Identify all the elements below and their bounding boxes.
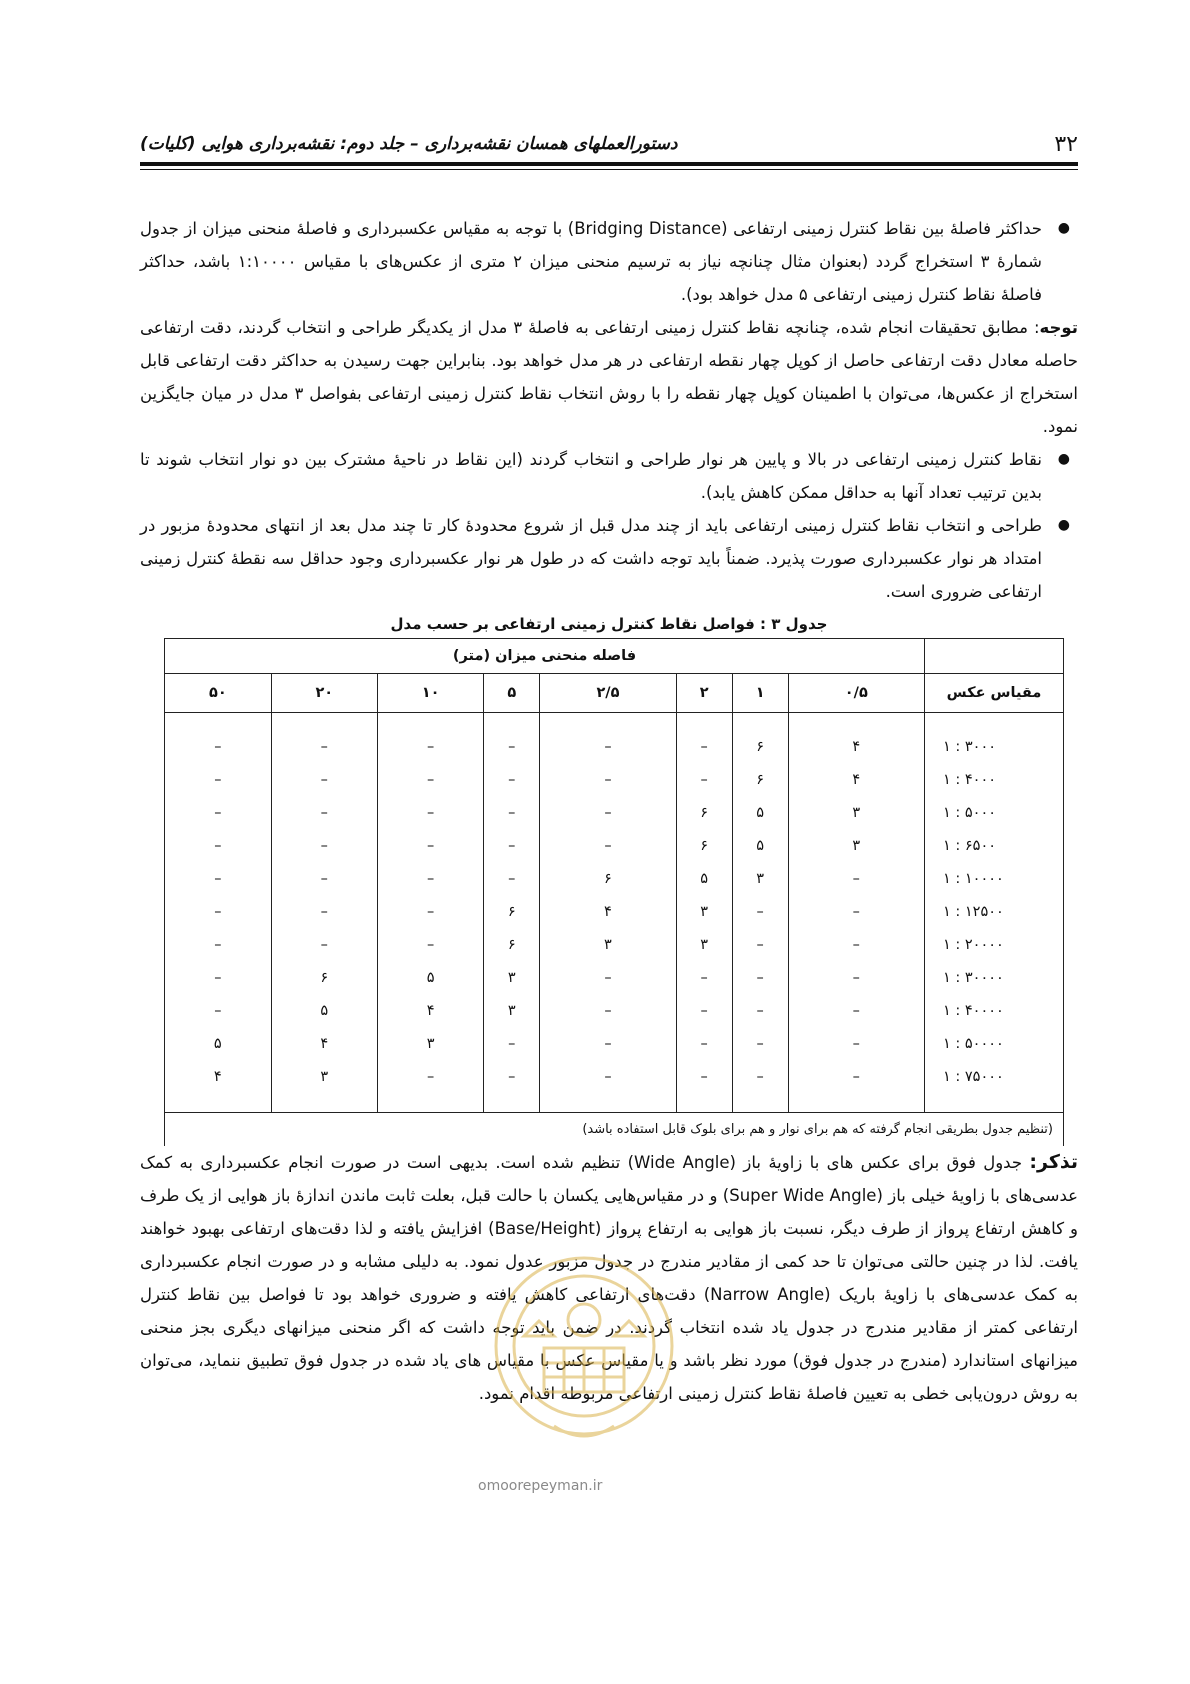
table-value-cell: – bbox=[271, 863, 377, 896]
table-value-cell: – bbox=[165, 896, 272, 929]
bullet-paragraph bbox=[140, 443, 1078, 509]
table-spacer-cell bbox=[271, 1094, 377, 1113]
table-value-cell: ۵ bbox=[732, 830, 788, 863]
table-value-cell: ۶ bbox=[676, 830, 732, 863]
bullet-text: حداکثر فاصلهٔ بین نقاط کنترل زمینی ارتفاعی (Bridging Distance) با توجه به مقیاس عکسبرداری و فاصلهٔ منحنی میزان از جدول شمارهٔ ۳ استخراج گردد (بعنوان مثال چنانچه نیاز به ترسیم منحنی میزان ۲ متری از عکس‌های با مقیاس ۱:۱۰۰۰۰ باشد، حداکثر فاصلهٔ نقاط کنترل زمینی ارتفاعی ۵ مدل خواهد بود). bbox=[140, 219, 1043, 304]
table-value-cell: ۳ bbox=[484, 962, 540, 995]
table-spacer-cell bbox=[732, 713, 788, 732]
table-value-cell: ۳ bbox=[788, 797, 924, 830]
table-value-cell: – bbox=[788, 995, 924, 1028]
table-value-cell: ۴ bbox=[271, 1028, 377, 1061]
table-value-cell: – bbox=[732, 962, 788, 995]
table-body bbox=[165, 713, 1064, 1147]
table-value-cell: – bbox=[540, 962, 676, 995]
table-interval-header: ۲۰ bbox=[271, 674, 377, 713]
table-value-cell: – bbox=[540, 764, 676, 797]
table-value-cell: ۳ bbox=[271, 1061, 377, 1094]
table-value-cell: ۵ bbox=[271, 995, 377, 1028]
table-interval-header: ۱ bbox=[732, 674, 788, 713]
table-value-cell: – bbox=[271, 731, 377, 764]
table-spacer-cell bbox=[484, 1094, 540, 1113]
table-value-cell: ۵ bbox=[732, 797, 788, 830]
table-value-cell: – bbox=[165, 797, 272, 830]
table-value-cell: – bbox=[676, 731, 732, 764]
table-scale-cell: ۱ : ۳۰۰۰ bbox=[925, 731, 1064, 764]
table-scale-cell: ۱ : ۱۲۵۰۰ bbox=[925, 896, 1064, 929]
table-spacer-cell bbox=[165, 1094, 272, 1113]
table-value-cell: – bbox=[271, 929, 377, 962]
table-scale-cell: ۱ : ۳۰۰۰۰ bbox=[925, 962, 1064, 995]
note-paragraph bbox=[140, 311, 1078, 443]
table-value-cell: ۳ bbox=[732, 863, 788, 896]
table-value-cell: ۴ bbox=[788, 764, 924, 797]
table-value-cell: – bbox=[732, 896, 788, 929]
table-value-cell: – bbox=[788, 929, 924, 962]
table-scale-cell: ۱ : ۴۰۰۰۰ bbox=[925, 995, 1064, 1028]
table-value-cell: – bbox=[377, 929, 483, 962]
bullet-paragraph bbox=[140, 509, 1078, 608]
table-row bbox=[165, 731, 1064, 764]
table-value-cell: ۳ bbox=[377, 1028, 483, 1061]
table-value-cell: – bbox=[540, 797, 676, 830]
table-interval-header: ۵ bbox=[484, 674, 540, 713]
table-value-cell: ۶ bbox=[732, 764, 788, 797]
table-value-cell: – bbox=[484, 1028, 540, 1061]
table-row bbox=[165, 929, 1064, 962]
table-value-cell: – bbox=[484, 797, 540, 830]
table-value-cell: – bbox=[732, 995, 788, 1028]
table-value-cell: ۴ bbox=[788, 731, 924, 764]
table-spacer-cell bbox=[925, 1094, 1064, 1113]
table-scale-cell: ۱ : ۶۵۰۰ bbox=[925, 830, 1064, 863]
running-title: دستورالعملهای همسان نقشه‌برداری – جلد دوم: نقشه‌برداری هوایی (کلیات) bbox=[140, 134, 678, 154]
table-spacer-cell bbox=[925, 713, 1064, 732]
table-value-cell: – bbox=[165, 929, 272, 962]
table-row bbox=[165, 1061, 1064, 1094]
page-number: ۳۲ bbox=[1054, 132, 1078, 157]
table-spacer-cell bbox=[377, 1094, 483, 1113]
table-value-cell: – bbox=[377, 863, 483, 896]
table-value-cell: – bbox=[271, 830, 377, 863]
table-value-cell: – bbox=[788, 863, 924, 896]
table-row bbox=[165, 764, 1064, 797]
table-value-cell: ۴ bbox=[165, 1061, 272, 1094]
table-value-cell: – bbox=[165, 995, 272, 1028]
table-value-cell: – bbox=[540, 830, 676, 863]
watermark-seal-icon bbox=[484, 1236, 684, 1466]
reminder-text: جدول فوق برای عکس های با زاویهٔ باز (Wide Angle) تنظیم شده است. بدیهی است در صورت انجام عکسبرداری به کمک عدسی‌های با زاویهٔ خیلی باز (Super Wide Angle) و در مقیاس‌هایی یکسان با حالت قبل، بعلت ثابت ماندن اندازهٔ باز هوایی از یک طرف و کاهش ارتفاع پرواز از طرف دیگر، نسبت باز هوایی به ارتفاع پرواز (Base/Height) افزایش یافته و لذا دقت‌های ارتفاعی بهبود خواهند یافت. لذا در چنین حالتی می‌توان تا حد کمی از مقادیر مندرج در جدول مزبور عدول نمود. به دلیلی مشابه و در صورت انجام عکسبرداری به کمک عدسی‌های با زاویهٔ باریک (Narrow Angle) دقت‌های ارتفاعی کاهش یافته و ضروری خواهد بود تا فواصل بین نقاط کنترل ارتفاعی کمتر از مقادیر مندرج در جدول یاد شده انتخاب گردند. در ضمن باید توجه داشت که اگر منحنی میزانهای دیگری بجز منحنی میزانهای استاندارد (مندرج در جدول فوق) مورد نظر باشد و یا مقیاس عکس با مقیاس های یاد شده در جدول فوق تطبیق ننماید، می‌توان به روش درون‌یابی خطی به تعیین فاصلهٔ نقاط کنترل زمینی ارتفاعی مربوطه اقدام نمود. bbox=[140, 1153, 1079, 1403]
table-value-cell: – bbox=[165, 830, 272, 863]
table-corner-cell bbox=[925, 639, 1064, 674]
table-row bbox=[165, 962, 1064, 995]
table-value-cell: – bbox=[377, 830, 483, 863]
table-value-cell: – bbox=[788, 962, 924, 995]
table-value-cell: ۳ bbox=[540, 929, 676, 962]
table-scale-cell: ۱ : ۲۰۰۰۰ bbox=[925, 929, 1064, 962]
table-interval-header: ۲/۵ bbox=[540, 674, 676, 713]
watermark-url: omoorepeyman.ir bbox=[478, 1478, 603, 1494]
page-header bbox=[140, 128, 1078, 164]
bullet-icon: ● bbox=[1057, 220, 1070, 236]
table-value-cell: – bbox=[732, 929, 788, 962]
header-rule-thick bbox=[140, 162, 1078, 166]
table-value-cell: ۳ bbox=[788, 830, 924, 863]
table-value-cell: ۶ bbox=[676, 797, 732, 830]
table-value-cell: – bbox=[484, 764, 540, 797]
table-value-cell: – bbox=[676, 764, 732, 797]
table-value-cell: – bbox=[788, 1028, 924, 1061]
bullet-icon: ● bbox=[1057, 517, 1070, 533]
table-spacer-cell bbox=[165, 713, 272, 732]
table-value-cell: ۶ bbox=[271, 962, 377, 995]
table-value-cell: ۶ bbox=[484, 929, 540, 962]
table-row bbox=[165, 830, 1064, 863]
table-scale-cell: ۱ : ۴۰۰۰ bbox=[925, 764, 1064, 797]
table-value-cell: ۶ bbox=[484, 896, 540, 929]
table-scale-cell: ۱ : ۱۰۰۰۰ bbox=[925, 863, 1064, 896]
table-spacer-cell bbox=[484, 713, 540, 732]
table-row bbox=[165, 995, 1064, 1028]
table-value-cell: – bbox=[788, 1061, 924, 1094]
table-value-cell: – bbox=[484, 830, 540, 863]
table-value-cell: – bbox=[484, 1061, 540, 1094]
table-value-cell: – bbox=[732, 1061, 788, 1094]
table-spacer-cell bbox=[676, 1094, 732, 1113]
table-value-cell: – bbox=[484, 863, 540, 896]
bullet-icon: ● bbox=[1057, 451, 1070, 467]
header-rule-thin bbox=[140, 169, 1078, 170]
table-value-cell: – bbox=[165, 764, 272, 797]
table-value-cell: – bbox=[732, 1028, 788, 1061]
control-point-table bbox=[164, 638, 1064, 1146]
table-spacer-cell bbox=[377, 713, 483, 732]
table-interval-header: ۵۰ bbox=[165, 674, 272, 713]
table-value-cell: – bbox=[377, 797, 483, 830]
table-spacer-cell bbox=[676, 713, 732, 732]
table-value-cell: – bbox=[540, 731, 676, 764]
table-caption: جدول ۳ : فواصل نقاط کنترل زمینی ارتفاعی بر حسب مدل bbox=[390, 615, 828, 633]
table-spacer-cell bbox=[540, 1094, 676, 1113]
table-scale-cell: ۱ : ۵۰۰۰۰ bbox=[925, 1028, 1064, 1061]
table-value-cell: ۳ bbox=[676, 896, 732, 929]
table-value-cell: – bbox=[788, 896, 924, 929]
table-value-cell: ۶ bbox=[540, 863, 676, 896]
table-footnote: (تنظیم جدول بطریقی انجام گرفته که هم برای نوار و هم برای بلوک قابل استفاده باشد) bbox=[165, 1113, 1064, 1147]
table-spacer-cell bbox=[788, 1094, 924, 1113]
table-value-cell: – bbox=[165, 863, 272, 896]
table-value-cell: – bbox=[271, 764, 377, 797]
table-row bbox=[165, 1028, 1064, 1061]
table-value-cell: ۵ bbox=[676, 863, 732, 896]
table-value-cell: – bbox=[377, 731, 483, 764]
table-interval-header: ۲ bbox=[676, 674, 732, 713]
table-row bbox=[165, 863, 1064, 896]
table-value-cell: – bbox=[540, 1028, 676, 1061]
table-value-cell: – bbox=[676, 1061, 732, 1094]
table-interval-header: ۰/۵ bbox=[788, 674, 924, 713]
table-value-cell: – bbox=[540, 995, 676, 1028]
table-group-header: فاصله منحنی میزان (متر) bbox=[165, 639, 925, 674]
table-value-cell: ۵ bbox=[165, 1028, 272, 1061]
table-value-cell: – bbox=[484, 731, 540, 764]
table-value-cell: – bbox=[377, 1061, 483, 1094]
table-value-cell: – bbox=[676, 962, 732, 995]
note-label: توجه bbox=[1039, 318, 1078, 337]
table-interval-header: ۱۰ bbox=[377, 674, 483, 713]
table-row bbox=[165, 797, 1064, 830]
table-row bbox=[165, 896, 1064, 929]
table-scale-cell: ۱ : ۷۵۰۰۰ bbox=[925, 1061, 1064, 1094]
table-value-cell: ۳ bbox=[484, 995, 540, 1028]
table-value-cell: – bbox=[377, 764, 483, 797]
table-value-cell: – bbox=[165, 962, 272, 995]
table-value-cell: ۴ bbox=[540, 896, 676, 929]
table-scale-header: مقیاس عکس bbox=[925, 674, 1064, 713]
table-value-cell: – bbox=[676, 995, 732, 1028]
table-value-cell: – bbox=[676, 1028, 732, 1061]
reminder-label: تذکر: bbox=[1029, 1151, 1078, 1173]
table-spacer-cell bbox=[732, 1094, 788, 1113]
table-spacer-cell bbox=[788, 713, 924, 732]
table-value-cell: ۴ bbox=[377, 995, 483, 1028]
bullet-text: نقاط کنترل زمینی ارتفاعی در بالا و پایین هر نوار طراحی و انتخاب گردند (این نقاط در ناحیهٔ مشترک بین دو نوار انتخاب شوند تا بدین ترتیب تعداد آنها به حداقل ممکن کاهش یابد). bbox=[140, 450, 1042, 502]
table-value-cell: ۵ bbox=[377, 962, 483, 995]
table-value-cell: – bbox=[377, 896, 483, 929]
table-value-cell: – bbox=[165, 731, 272, 764]
bullet-paragraph bbox=[140, 212, 1078, 311]
table-value-cell: ۳ bbox=[676, 929, 732, 962]
table-spacer-cell bbox=[271, 713, 377, 732]
note-text: : مطابق تحقیقات انجام شده، چنانچه نقاط کنترل زمینی ارتفاعی به فاصلهٔ ۳ مدل از یکدیگر طراحی و انتخاب گردند، دقت ارتفاعی حاصله معادل دقت ارتفاعی حاصل از کوپل چهار نقطه ارتفاعی در هر مدل خواهد بود. بنابراین جهت رسیدن به حداکثر دقت ارتفاعی قابل استخراج از عکس‌ها، می‌توان با اطمینان کوپل چهار نقطه را با روش انتخاب نقاط کنترل زمینی ارتفاعی بفواصل ۳ مدل در میان جایگزین نمود. bbox=[140, 318, 1079, 436]
table-spacer-cell bbox=[540, 713, 676, 732]
bullet-text: طراحی و انتخاب نقاط کنترل زمینی ارتفاعی باید از چند مدل قبل از شروع محدودهٔ کار تا چند مدل بعد از انتهای محدودهٔ مزبور در امتداد هر نوار عکسبرداری صورت پذیرد. ضمناً باید توجه داشت که در طول هر نوار عکسبرداری وجود حداقل سه نقطهٔ کنترل زمینی ارتفاعی ضروری است. bbox=[140, 516, 1042, 601]
table-value-cell: – bbox=[271, 797, 377, 830]
table-value-cell: – bbox=[271, 896, 377, 929]
body-text bbox=[140, 212, 1078, 1410]
table-scale-cell: ۱ : ۵۰۰۰ bbox=[925, 797, 1064, 830]
table-value-cell: – bbox=[540, 1061, 676, 1094]
table-value-cell: ۶ bbox=[732, 731, 788, 764]
